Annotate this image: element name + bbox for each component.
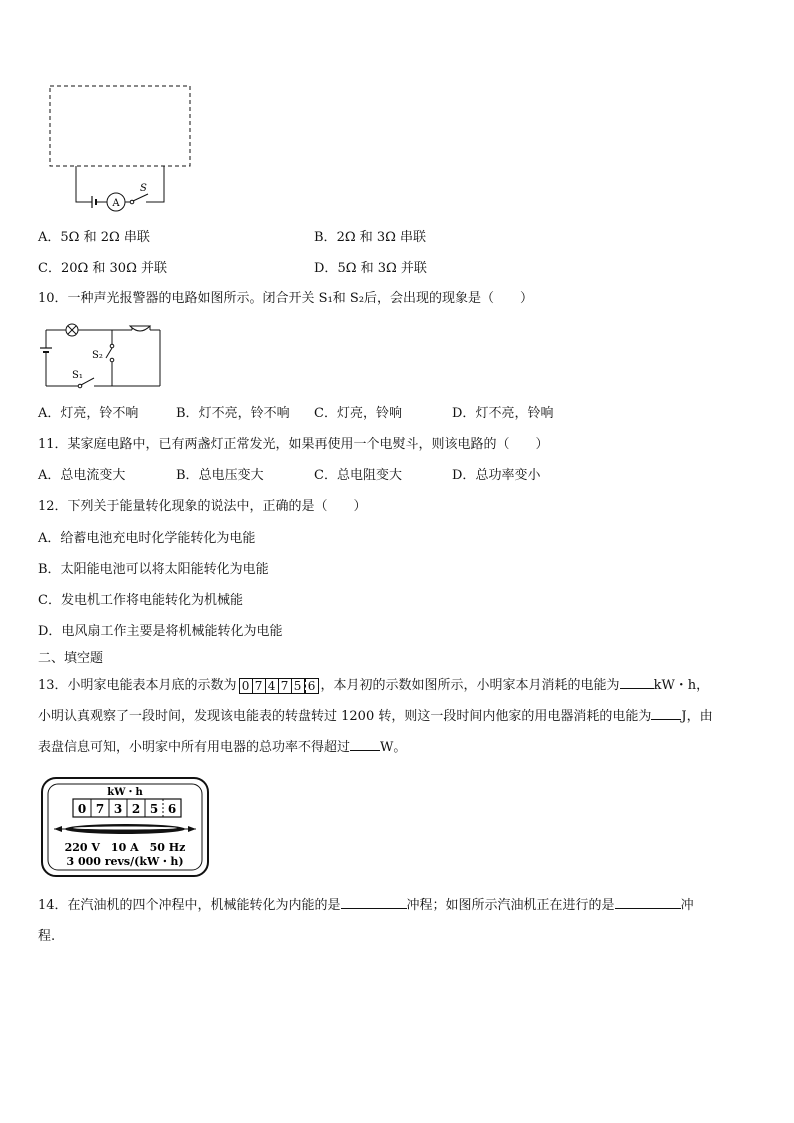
q11-stem: 11．某家庭电路中，已有两盏灯正常发光，如果再使用一个电熨斗，则该电路的（ ） — [38, 437, 549, 452]
q14-line-2: 程. — [38, 929, 56, 944]
meter-unit: kW・h — [107, 787, 143, 798]
q10-option-a: A．灯亮，铃不响 — [38, 406, 139, 421]
q12-stem: 12．下列关于能量转化现象的说法中，正确的是（ ） — [38, 499, 367, 514]
q11-option-a: A．总电流变大 — [38, 468, 126, 483]
q12-option-b: B．太阳能电池可以将太阳能转化为电能 — [38, 562, 269, 577]
q13-line-3: 表盘信息可知，小明家中所有用电器的总功率不得超过 W。 — [38, 740, 407, 755]
q12-option-c: C．发电机工作将电能转化为机械能 — [38, 593, 243, 608]
q12-option-a: A．给蓄电池充电时化学能转化为电能 — [38, 531, 256, 546]
meter-digit: 0 — [77, 802, 87, 816]
q9-switch-label: S — [140, 183, 147, 194]
meter-digit: 7 — [95, 802, 105, 816]
q10-option-b: B．灯不亮，铃不响 — [176, 406, 290, 421]
q10-option-d: D．灯不亮，铃响 — [452, 406, 554, 421]
q13-electric-meter-figure — [40, 775, 212, 879]
q13-line-2: 小明认真观察了一段时间，发现该电能表的转盘转过 1200 转，则这一段时间内他家的用电器消耗的电能为 J，由 — [38, 709, 713, 724]
q13-line-1: 13．小明家电能表本月底的示数为 0 7 4 7 5 6 ，本月初的示数如图所示，小明家本月消耗的电能为 kW・h， — [38, 678, 710, 693]
section-title: 二、填空题 — [38, 651, 104, 666]
q9-ammeter-label: A — [112, 198, 120, 209]
q13-blank-3[interactable] — [350, 738, 380, 751]
meter-end-reading: 0 7 4 7 5 6 — [239, 678, 319, 694]
q12-option-d: D．电风扇工作主要是将机械能转化为电能 — [38, 624, 283, 639]
q14-line-1: 14．在汽油机的四个冲程中，机械能转化为内能的是 冲程；如图所示汽油机正在进行的是 冲 — [38, 898, 694, 913]
q9-option-b: B．2Ω 和 3Ω 串联 — [314, 230, 427, 245]
q10-s1-label: S₁ — [72, 370, 83, 381]
q13-blank-1[interactable] — [620, 676, 654, 689]
q11-option-d: D．总功率变小 — [452, 468, 541, 483]
q13-blank-2[interactable] — [651, 707, 681, 720]
q10-stem: 10．一种声光报警器的电路如图所示。闭合开关 S₁和 S₂后，会出现的现象是（ ） — [38, 291, 534, 306]
q9-option-c: C．20Ω 和 30Ω 并联 — [38, 261, 167, 276]
q9-option-d: D．5Ω 和 3Ω 并联 — [314, 261, 427, 276]
meter-digit: 3 — [113, 802, 123, 816]
meter-digit: 2 — [131, 802, 141, 816]
q14-blank-1[interactable] — [341, 896, 407, 909]
meter-digit: 6 — [167, 802, 177, 816]
meter-digit: 5 — [149, 802, 159, 816]
meter-spec-1: 220 V 10 A 50 Hz — [64, 841, 186, 854]
q10-circuit-figure — [38, 318, 168, 392]
meter-spec-2: 3 000 revs/(kW・h) — [66, 855, 184, 868]
q9-circuit-figure — [40, 80, 200, 220]
q11-option-c: C．总电阻变大 — [314, 468, 402, 483]
q11-option-b: B．总电压变大 — [176, 468, 264, 483]
q14-blank-2[interactable] — [615, 896, 681, 909]
q9-option-a: A．5Ω 和 2Ω 串联 — [38, 230, 150, 245]
q10-option-c: C．灯亮，铃响 — [314, 406, 402, 421]
q10-s2-label: S₂ — [92, 350, 103, 361]
